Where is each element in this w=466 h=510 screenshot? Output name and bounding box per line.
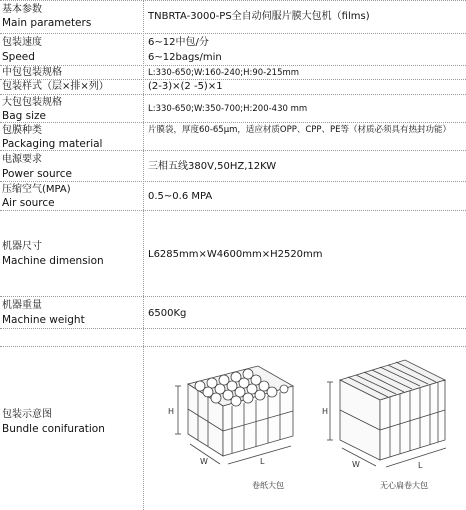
dim-l-label-right: L	[418, 461, 423, 470]
main-parameters-label-cn: 基本参数	[2, 4, 42, 15]
air-source-label-en: Air source	[2, 197, 55, 209]
dim-h-label: H	[168, 407, 175, 416]
dim-h-label-right: H	[322, 407, 329, 416]
dim-w-label-right: W	[352, 460, 360, 469]
bag-spec-value: L:330-650;W:160-240;H:90-215mm	[148, 68, 300, 78]
main-parameters-label-en: Main parameters	[2, 17, 92, 29]
packaging-material-label-en: Packaging material	[2, 138, 103, 150]
roll-bundle-diagram	[148, 356, 303, 476]
bag-size-value: L:330-650;W:350-700;H:200-430 mm	[148, 104, 308, 114]
packaging-material-label-cn: 包膜种类	[2, 125, 42, 136]
pack-style-label: 包装样式（层×排×列）	[2, 81, 109, 92]
machine-dimension-label-cn: 机器尺寸	[2, 241, 42, 252]
machine-weight-label-cn: 机器重量	[2, 300, 42, 311]
right-figure-caption: 无心扁卷大包	[380, 481, 428, 490]
row-divider	[0, 94, 466, 95]
row-divider	[0, 346, 466, 347]
machine-dimension-label-en: Machine dimension	[2, 255, 104, 267]
pack-style-value: (2-3)×(2 -5)×1	[148, 81, 223, 92]
bundle-configuration-label-en: Bundle conifuration	[2, 423, 105, 435]
model-value: TNBRTA-3000-PS全自动伺服片膜大包机（films)	[148, 11, 370, 22]
air-source-value: 0.5~0.6 MPA	[148, 191, 213, 202]
row-divider	[0, 296, 466, 297]
bundle-configuration-label-cn: 包装示意图	[2, 409, 52, 420]
column-divider	[143, 0, 144, 510]
row-divider	[0, 122, 466, 123]
row-divider	[0, 328, 466, 329]
row-divider	[0, 65, 466, 66]
power-source-label-en: Power source	[2, 168, 72, 180]
bag-size-label-en: Bag size	[2, 110, 46, 122]
coreless-bundle-diagram	[320, 350, 460, 475]
machine-weight-value: 6500Kg	[148, 308, 187, 319]
bag-spec-label: 中包包装规格	[2, 67, 62, 78]
machine-dimension-value: L6285mm×W4600mm×H2520mm	[148, 249, 323, 260]
row-divider	[0, 181, 466, 182]
speed-value-cn: 6~12中包/分	[148, 37, 209, 48]
row-divider	[0, 210, 466, 211]
dim-l-label: L	[260, 457, 265, 466]
left-figure-caption: 卷纸大包	[252, 481, 284, 490]
row-divider	[0, 0, 466, 1]
air-source-label-cn: 压缩空气(MPA)	[2, 184, 71, 195]
bag-size-label-cn: 大包包装规格	[2, 97, 62, 108]
dim-w-label: W	[200, 457, 208, 466]
power-source-label-cn: 电源要求	[2, 154, 42, 165]
speed-label-cn: 包装速度	[2, 37, 42, 48]
row-divider	[0, 33, 466, 34]
speed-value-en: 6~12bags/min	[148, 52, 222, 63]
packaging-material-value: 片膜袋，厚度60-65μm，适应材质OPP、CPP、PE等（材质必须具有热封功能）	[148, 125, 452, 135]
machine-weight-label-en: Machine weight	[2, 314, 85, 326]
speed-label-en: Speed	[2, 51, 35, 63]
power-source-value: 三相五线380V,50HZ,12KW	[148, 161, 277, 172]
